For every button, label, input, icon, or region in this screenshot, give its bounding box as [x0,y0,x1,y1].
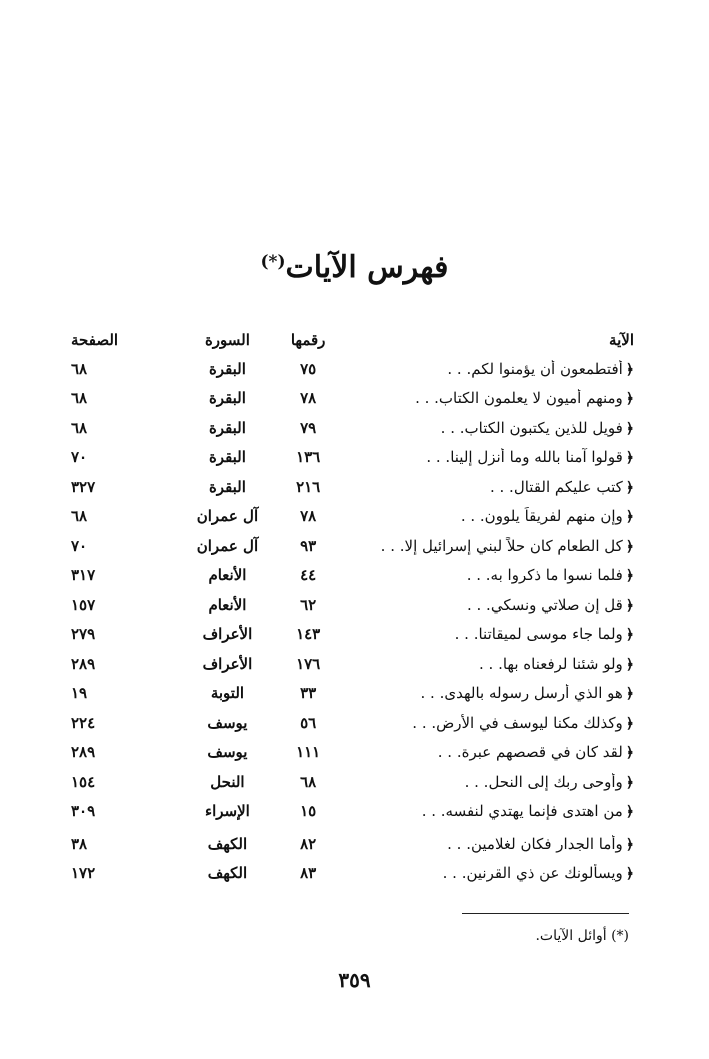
verse-cell [339,596,634,614]
verse-number-cell: ٤٤ [300,566,317,585]
footnote: (*) أوائل الآيات. [535,928,629,944]
page-cell: ٣٨ [71,834,88,853]
verse-text: كتب عليكم القتال. . . [489,477,623,496]
page-number: ٣٥٩ [338,968,371,992]
footnote-divider [462,913,629,914]
table-row [69,443,634,473]
verse-cell [339,389,634,407]
verse-number-cell: ١٥ [300,802,317,821]
ornate-bracket-icon: ﴿ [625,597,634,614]
ornate-bracket-icon: ﴿ [625,774,634,791]
sura-cell: البقرة [208,359,246,378]
verse-text: ولو شئنا لرفعناه بها. . . [479,654,623,673]
table-body [69,354,634,888]
table-row [69,620,634,650]
page-cell: ١٥٤ [71,772,96,791]
table-row [69,738,634,768]
sura-cell: يوسف [207,743,248,762]
table-row [69,384,634,414]
verse-cell [339,625,634,643]
ornate-bracket-icon: ﴿ [625,568,634,585]
page-title [0,250,709,285]
verse-cell [339,655,634,673]
verse-number-cell: ٢١٦ [296,477,321,496]
ornate-bracket-icon: ﴿ [625,715,634,732]
page-cell: ٢٨٩ [71,743,96,762]
ornate-bracket-icon: ﴿ [625,745,634,762]
page-cell: ٣٢٧ [71,477,96,496]
sura-cell: آل عمران [196,507,259,526]
verse-cell [339,448,634,466]
table-row [69,561,634,591]
verse-text: هو الذي أرسل رسوله بالهدى. . . [420,684,623,703]
verse-cell [339,864,634,882]
table-row [69,797,634,827]
verse-cell [339,537,634,555]
table-row [69,502,634,532]
sura-cell: البقرة [208,418,246,437]
verse-number-cell: ٧٨ [300,507,317,526]
verse-cell [339,684,634,702]
sura-cell: يوسف [207,713,248,732]
table-row [69,767,634,797]
ornate-bracket-icon: ﴿ [625,866,634,883]
verse-text: فويل للذين يكتبون الكتاب. . . [440,418,623,437]
verse-number-cell: ٧٥ [300,359,317,378]
verse-number-cell: ٧٨ [300,389,317,408]
verse-cell [339,566,634,584]
ornate-bracket-icon: ﴿ [625,420,634,437]
table-row [69,679,634,709]
page-cell: ٦٨ [71,389,88,408]
verse-number-cell: ١٣٦ [296,448,321,467]
verse-text: وإن منهم لفريقاً يلوون. . . [460,507,623,526]
verse-cell [339,507,634,525]
verse-cell [339,360,634,378]
sura-cell: الإسراء [205,802,250,821]
verse-text: أفتطمعون أن يؤمنوا لكم. . . [447,359,623,378]
verse-cell [339,773,634,791]
verse-text: كل الطعام كان حلاً لبني إسرائيل إلا. . . [380,536,623,555]
verse-text: لقد كان في قصصهم عبرة. . . [437,743,623,762]
verse-text: وأوحى ربك إلى النحل. . . [464,772,623,791]
sura-cell: الأعراف [202,625,253,644]
page-cell: ١٥٧ [71,595,96,614]
verse-cell [339,802,634,820]
verse-text: قولوا آمنا بالله وما أنزل إلينا. . . [426,448,623,467]
header-page: الصفحة [71,331,119,349]
ornate-bracket-icon: ﴿ [625,686,634,703]
ornate-bracket-icon: ﴿ [625,479,634,496]
verse-index-table [69,326,634,888]
verse-cell [339,835,634,853]
verse-text: ولما جاء موسى لميقاتنا. . . [454,625,623,644]
sura-cell: الكهف [207,864,248,883]
page-cell: ٧٠ [71,536,88,555]
ornate-bracket-icon: ﴿ [625,804,634,821]
verse-cell [339,714,634,732]
verse-text: وأما الجدار فكان لغلامين. . . [447,834,623,853]
sura-cell: التوبة [210,684,245,703]
sura-cell: الأعراف [202,654,253,673]
table-row [69,413,634,443]
page-cell: ٦٨ [71,507,88,526]
verse-number-cell: ٦٨ [300,772,317,791]
verse-text: ويسألونك عن ذي القرنين. . . [442,864,623,883]
verse-text: وكذلك مكنا ليوسف في الأرض. . . [412,713,623,732]
ornate-bracket-icon: ﴿ [625,538,634,555]
page-cell: ٣١٧ [71,566,96,585]
verse-text: ومنهم أميون لا يعلمون الكتاب. . . [415,389,623,408]
title-text: فهرس الآيات [285,250,449,285]
page-cell: ٢٢٤ [71,713,96,732]
verse-number-cell: ١٤٣ [296,625,321,644]
verse-cell [339,478,634,496]
table-header [69,326,634,354]
verse-text: فلما نسوا ما ذكروا به. . . [466,566,623,585]
verse-number-cell: ٧٩ [300,418,317,437]
table-row [69,708,634,738]
verse-number-cell: ١٧٦ [296,654,321,673]
header-sura: السورة [204,331,250,349]
table-row [69,472,634,502]
header-number: رقمها [290,331,326,349]
table-row [69,354,634,384]
sura-cell: الكهف [207,834,248,853]
sura-cell: البقرة [208,448,246,467]
verse-text: قل إن صلاتي ونسكي. . . [466,595,623,614]
table-row [69,590,634,620]
table-row [69,531,634,561]
sura-cell: الأنعام [208,566,247,585]
page-cell: ١٩ [71,684,88,703]
verse-number-cell: ١١١ [296,743,321,762]
ornate-bracket-icon: ﴿ [625,391,634,408]
ornate-bracket-icon: ﴿ [625,450,634,467]
sura-cell: البقرة [208,477,246,496]
verse-number-cell: ٨٢ [300,834,317,853]
ornate-bracket-icon: ﴿ [625,627,634,644]
verse-text: من اهتدى فإنما يهتدي لنفسه. . . [421,802,623,821]
title-footnote-mark: (*) [260,252,286,272]
verse-number-cell: ٥٦ [300,713,317,732]
verse-cell [339,743,634,761]
verse-number-cell: ٣٣ [300,684,317,703]
verse-number-cell: ٩٣ [300,536,317,555]
table-row [69,829,634,859]
header-verse: الآية [609,331,634,349]
table-row [69,859,634,889]
verse-cell [339,419,634,437]
sura-cell: الأنعام [208,595,247,614]
ornate-bracket-icon: ﴿ [625,361,634,378]
page-cell: ١٧٢ [71,864,96,883]
page-cell: ٢٨٩ [71,654,96,673]
page-cell: ٣٠٩ [71,802,96,821]
sura-cell: النحل [210,772,245,791]
ornate-bracket-icon: ﴿ [625,509,634,526]
verse-number-cell: ٨٣ [300,864,317,883]
page-cell: ٦٨ [71,418,88,437]
page-cell: ٢٧٩ [71,625,96,644]
verse-number-cell: ٦٢ [300,595,317,614]
page-cell: ٧٠ [71,448,88,467]
ornate-bracket-icon: ﴿ [625,656,634,673]
sura-cell: آل عمران [196,536,259,555]
ornate-bracket-icon: ﴿ [625,836,634,853]
sura-cell: البقرة [208,389,246,408]
page-cell: ٦٨ [71,359,88,378]
table-row [69,649,634,679]
